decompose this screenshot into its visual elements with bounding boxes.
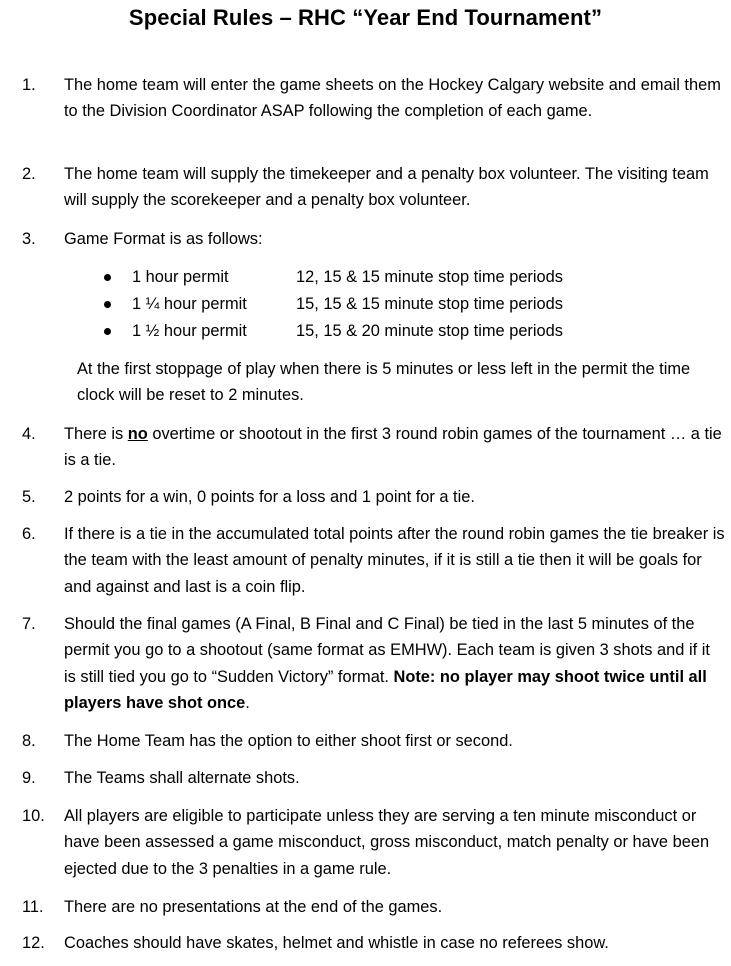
rule-text: The Teams shall alternate shots. xyxy=(64,769,300,787)
rule-number: 10. xyxy=(22,807,45,825)
bullet-icon xyxy=(104,301,111,308)
rule-number: 6. xyxy=(22,525,36,543)
rule-number: 1. xyxy=(22,76,36,94)
rule-text: There are no presentations at the end of the games. xyxy=(64,898,443,916)
rule-number: 7. xyxy=(22,615,36,633)
rule-number: 11. xyxy=(22,898,44,916)
rule-text: Game Format is as follows: xyxy=(64,230,263,248)
rule-number: 12. xyxy=(22,934,45,952)
rule-text: 2 points for a win, 0 points for a loss and 1 point for a tie. xyxy=(64,488,475,506)
list-item xyxy=(0,318,731,345)
rule-number: 3. xyxy=(22,230,36,248)
period-times: 12, 15 & 15 minute stop time periods xyxy=(296,268,563,286)
format-note: At the first stoppage of play when there is 5 minutes or less left in the permit the time clock will be reset to 2 minutes. xyxy=(77,360,691,405)
permit-length: 1 ½ hour permit xyxy=(132,322,247,340)
bold-note: Note: no player may shoot twice until all players have shot once xyxy=(64,667,707,712)
rule-text: Coaches should have skates, helmet and whistle in case no referees show. xyxy=(64,934,609,952)
rule-text: The home team will enter the game sheets on the Hockey Calgary website and email them to the Division Coordinator ASAP following the completion of each game. xyxy=(64,76,721,121)
period-times: 15, 15 & 15 minute stop time periods xyxy=(296,295,563,313)
bullet-icon xyxy=(104,328,111,335)
rule-text: The Home Team has the option to either shoot first or second. xyxy=(64,732,513,750)
rule-text-part: . xyxy=(245,693,250,712)
rule-text: All players are eligible to participate unless they are serving a ten minute misconduct or have been assessed a game misconduct, gross misconduct, match penalty or have been ejected due to the 3 penalties in a game rule. xyxy=(64,807,710,878)
rule-text-part: Should the final games (A Final, B Final and C Final) be tied in the last 5 minutes of the permit you go to a shootout (same format as EMHW). Each team is given 3 shots and if it is still tied you go to “Sudden Victory” format. xyxy=(64,615,710,686)
rule-text xyxy=(64,421,726,474)
rule-number: 2. xyxy=(22,165,36,183)
rule-number: 5. xyxy=(22,488,36,506)
rule-text-part: There is xyxy=(64,425,128,443)
rule-text xyxy=(64,611,726,716)
bullet-icon xyxy=(104,274,111,281)
rule-number: 4. xyxy=(22,425,36,443)
game-format-list xyxy=(0,264,731,345)
period-times: 15, 15 & 20 minute stop time periods xyxy=(296,322,563,340)
rule-text-part: overtime or shootout in the first 3 round robin games of the tournament … a tie is a tie. xyxy=(64,425,722,470)
rule-text: If there is a tie in the accumulated total points after the round robin games the tie breaker is the team with the least amount of penalty minutes, if it is still a tie then it will be goals for and against and last is a coin flip. xyxy=(64,525,725,596)
list-item xyxy=(0,291,731,318)
permit-length: 1 ¼ hour permit xyxy=(132,295,247,313)
rule-number: 9. xyxy=(22,769,36,787)
list-item xyxy=(0,264,731,291)
rule-text: The home team will supply the timekeeper and a penalty box volunteer. The visiting team will supply the scorekeeper and a penalty box volunteer. xyxy=(64,165,709,210)
permit-length: 1 hour permit xyxy=(132,268,229,286)
rule-number: 8. xyxy=(22,732,36,750)
emphasis-no: no xyxy=(127,425,148,443)
document-title: Special Rules – RHC “Year End Tournament” xyxy=(128,5,603,30)
